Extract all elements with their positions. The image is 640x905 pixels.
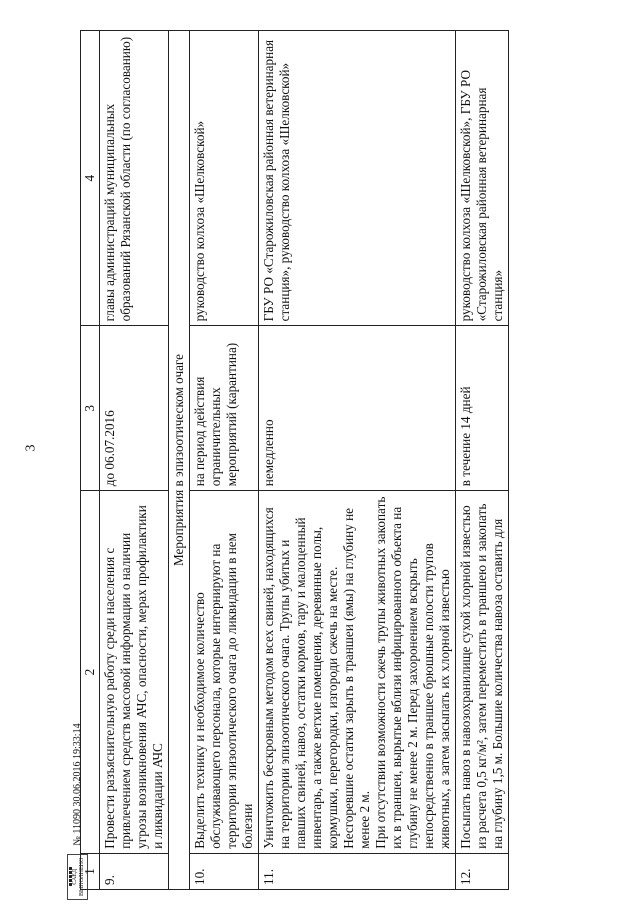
row-responsible: руководство колхоза «Шелковской»: [190, 31, 259, 326]
row-number: 12.: [456, 853, 509, 889]
header-col-3: 3: [81, 326, 100, 491]
row-action: [259, 491, 456, 854]
row-number: 10.: [190, 853, 259, 889]
header-col-2: 2: [81, 491, 100, 854]
table-header-row: [81, 31, 100, 890]
row-term: на период действия ограничительных мероприятий (карантина): [190, 326, 259, 491]
page-number: 3: [23, 444, 39, 452]
section-row: [169, 31, 190, 890]
table-row: [259, 31, 456, 890]
row-responsible: ГБУ РО «Старожиловская районная ветеринарная станция», руководство колхоза «Шелковской»: [259, 31, 456, 326]
header-col-1: 1: [81, 853, 100, 889]
row-term: до 06.07.2016: [100, 326, 169, 491]
row-action: Выделить технику и необходимое количество обслуживающего персонала, которые интернируют на территории эпизоотического очага до ликвидации в нем болезни: [190, 491, 259, 854]
row-action-paragraph-1: Уничтожить бескровным методом всех свиней, находящихся на территории эпизоотического очага. Трупы убитых и павших свиней, навоз, остатки кормов, тару и малоценный инвентарь, а также ветхие помещения, деревянные полы, кормушки, перегородки, изгороди сжечь на месте. Несгоревшие остатки зарыть в траншеи (ямы) на глубину не менее 2 м.: [261, 507, 372, 849]
table-rotated-container: [80, 30, 590, 890]
table-row: [100, 31, 169, 890]
row-number: 9.: [100, 853, 169, 889]
header-col-4: 4: [81, 31, 100, 326]
row-number: 11.: [259, 853, 456, 889]
doc-reference: № 11090 30.06.2016 19:33:14: [71, 723, 83, 846]
table-row: [456, 31, 509, 890]
row-action: Провести разъяснительную работу среди населения с привлечением средств массовой информации о наличии угрозы возникновения АЧС, опасности, мерах профилактики и ликвидации АЧС: [100, 491, 169, 854]
row-action-paragraph-2: При отсутствии возможности сжечь трупы животных закопать их в траншеи, вырытые вблизи инфицированного объекта на глубину не менее 2 м. Перед захоронением вскрыть непосредственно в траншее брюшные полости трупов животных, а затем засыпать их хлорной известью: [373, 496, 452, 849]
seal-label-1: САЕД: [71, 868, 78, 885]
row-term: немедленно: [259, 326, 456, 491]
measures-table: [80, 30, 509, 890]
row-responsible: главы администраций муниципальных образований Рязанской области (по согласованию): [100, 31, 169, 326]
seal-label-2: ВЫПОЛНЕНО: [78, 857, 85, 896]
section-title: Мероприятия в эпизоотическом очаге: [169, 31, 190, 890]
row-action: Посыпать навоз в навозохранилище сухой хлорной известью из расчета 0,5 кг/м², затем переместить в траншею и закопать на глубину 1,5 м. Большие количества навоза оставить для: [456, 491, 509, 854]
row-responsible: руководство колхоза «Шелковской», ГБУ РО «Старожиловская районная ветеринарная станция»: [456, 31, 509, 326]
row-term: в течение 14 дней: [456, 326, 509, 491]
table-row: [190, 31, 259, 890]
